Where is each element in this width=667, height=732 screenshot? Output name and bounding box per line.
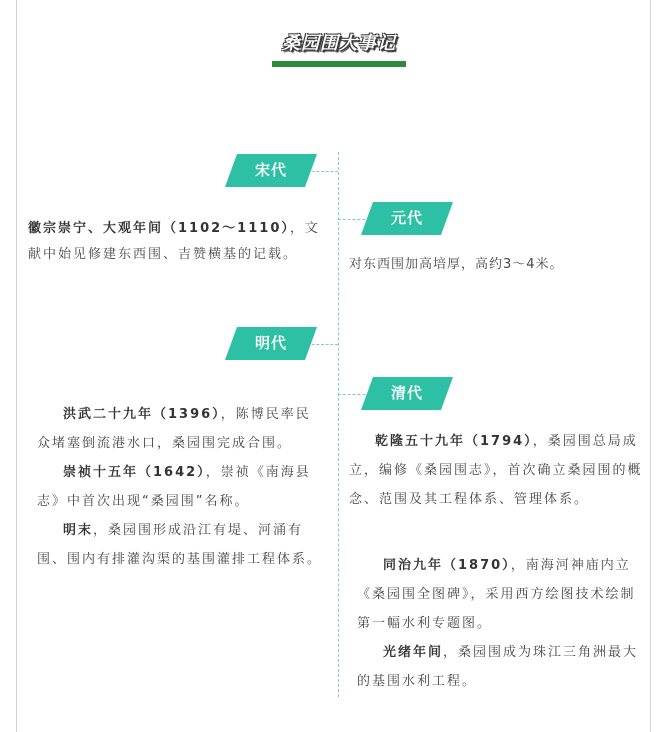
page-title: 桑园围大事记 bbox=[282, 33, 396, 54]
qing-entry-2-block bbox=[357, 551, 647, 696]
ming-entry-2 bbox=[37, 458, 325, 516]
song-entry-text: ，文献中始见修建东西围、吉赞横基的记载。 bbox=[28, 221, 320, 262]
ming-entry-2-date: 崇祯十五年（1642） bbox=[63, 465, 206, 480]
qing-entry-3-text: ，桑园围成为珠江三角洲最大的基围水利工程。 bbox=[357, 645, 639, 689]
ming-entry-3-text: ，桑园围形成沿江有堤、河涌有围、围内有排灌沟渠的基围灌排工程体系。 bbox=[37, 523, 323, 567]
ming-entry-1-date: 洪武二十九年（1396） bbox=[63, 407, 221, 422]
yuan-entry bbox=[349, 254, 644, 276]
qing-entry-1-block bbox=[349, 427, 647, 514]
page-frame-left bbox=[16, 0, 17, 732]
era-label-song: 宋代 bbox=[254, 161, 287, 179]
era-tag-ming bbox=[225, 327, 317, 360]
qing-entry-2 bbox=[357, 551, 647, 638]
era-label-qing: 清代 bbox=[390, 384, 423, 402]
era-label-ming: 明代 bbox=[254, 334, 287, 352]
song-entry bbox=[28, 216, 330, 268]
page-frame-right bbox=[650, 0, 651, 732]
timeline-axis bbox=[338, 152, 339, 697]
ming-entries bbox=[37, 400, 325, 574]
ming-entry-3-date: 明末 bbox=[63, 523, 94, 538]
era-tag-yuan bbox=[361, 202, 453, 235]
song-entry-date: 徽宗崇宁、大观年间（1102～1110） bbox=[28, 221, 290, 236]
qing-entry-3 bbox=[357, 638, 647, 696]
ming-entry-2-text: ，崇祯《南海县志》中首次出现“桑园围”名称。 bbox=[37, 465, 311, 509]
qing-entry-1 bbox=[349, 427, 647, 514]
qing-entry-1-text: ，桑园围总局成立，编修《桑园围志》，首次确立桑园围的概念、范围及其工程体系、管理体系。 bbox=[349, 434, 643, 507]
era-tag-qing bbox=[361, 377, 453, 410]
ming-entry-1 bbox=[37, 400, 325, 458]
qing-entry-1-date: 乾隆五十九年（1794） bbox=[375, 434, 533, 449]
qing-entry-2-date: 同治九年（1870） bbox=[383, 558, 511, 573]
era-label-yuan: 元代 bbox=[390, 209, 423, 227]
ming-entry-3 bbox=[37, 516, 325, 574]
era-tag-song bbox=[225, 154, 317, 187]
qing-entry-2-text: ，南海河神庙内立《桑园围全图碑》，采用西方绘图技术绘制第一幅水利专题图。 bbox=[357, 558, 636, 631]
title-underline-bar bbox=[272, 61, 406, 67]
yuan-entry-text: 对东西围加高培厚，高约3～4米。 bbox=[349, 257, 564, 272]
ming-entry-1-text: ，陈博民率民众堵塞倒流港水口，桑园围完成合围。 bbox=[37, 407, 311, 451]
qing-entry-3-date: 光绪年间 bbox=[383, 645, 444, 660]
